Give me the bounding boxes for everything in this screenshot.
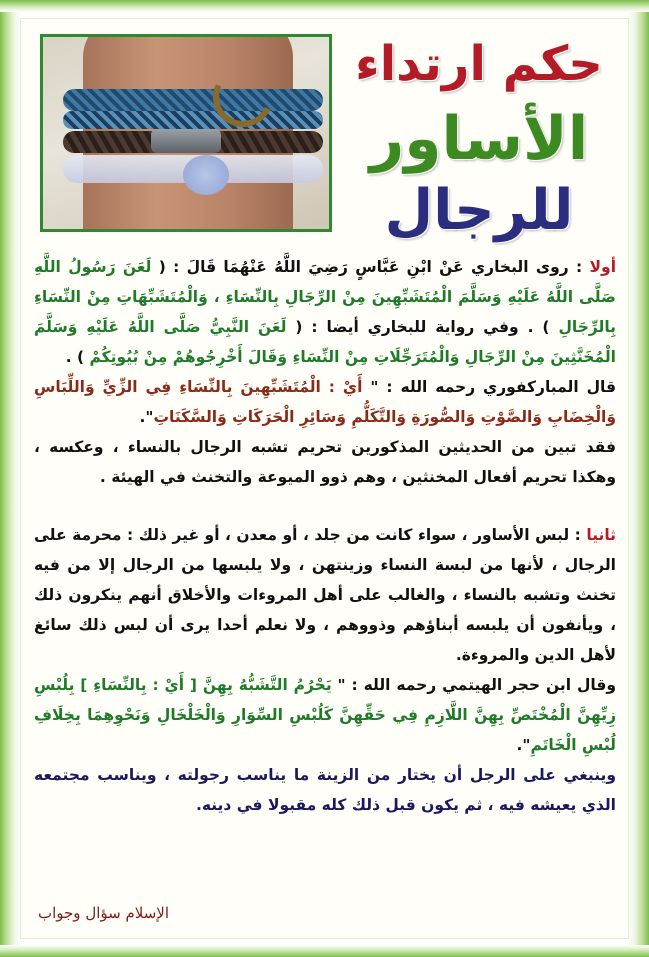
metal-clasp: [151, 129, 221, 153]
p5-end: ".: [516, 736, 531, 754]
p1-intro: : روى البخاري عَنْ ابْنِ عَبَّاسٍ رَضِيَ اللَّهُ عَنْهُمَا قَالَ : (: [151, 258, 590, 276]
paragraph-2: [34, 372, 616, 432]
title-line-1: حكم ارتداء: [355, 36, 603, 92]
label-first: أولا: [589, 258, 617, 276]
frame-bottom-border: [0, 945, 649, 957]
p1-end: ) .: [65, 348, 90, 366]
paragraph-gap: [34, 492, 616, 520]
hadith-2: لَعَنَ النَّبِيُّ صَلَّى اللَّهُ عَلَيْهِ وَسَلَّمَ الْمُخَنَّثِينَ مِنْ الرِّجَالِ وَالْمُتَرَجِّلَاتِ مِنْ النِّسَاءِ وَقَالَ أَخْرِجُوهُمْ مِنْ بُيُوتِكُمْ: [34, 318, 616, 366]
hadith-1: لَعَنَ رَسُولُ اللَّهِ صَلَّى اللَّهُ عَلَيْهِ وَسَلَّمَ الْمُتَشَبِّهِينَ مِنْ الرِّجَالِ بِالنِّسَاءِ ، وَالْمُتَشَبِّهَاتِ مِنْ النِّسَاءِ بِالرِّجَالِ: [34, 258, 616, 336]
paragraph-6: [34, 760, 616, 820]
haytami-quote: يَحْرُمُ التَّشَبُّهُ بِهِنَّ [ أَيْ : بِالنِّسَاءِ ] بِلُبْسِ زِيِّهِنَّ الْمُخْتَصِّ بِهِنَّ اللَّازِمِ فِي حَقِّهِنَّ كَلُبْسِ السِّوَارِ وَالْخَلْخَالِ وَنَحْوِهِمَا بِخِلَافِ لُبْسِ الْخَاتَمِ: [34, 676, 616, 754]
bracelet-rope-2: [63, 111, 323, 129]
paragraph-5: [34, 670, 616, 760]
p1-mid: ) . وفي رواية للبخاري أيضا : (: [286, 318, 559, 336]
silicone-disk: [183, 155, 229, 195]
frame-top-border: [0, 0, 649, 12]
title-line-2: الأساور: [369, 104, 589, 174]
paragraph-3: [34, 432, 616, 492]
p2-end: ".: [139, 408, 154, 426]
label-second: ثانيا: [586, 526, 616, 544]
mubarakfuri-quote: أَيْ : الْمُتَشَبِّهِينَ بِالنِّسَاءِ فِي الزِّيِّ وَاللِّبَاسِ وَالْخِضَابِ وَالصَّوْتِ وَالصُّورَةِ وَالتَّكَلُّمِ وَسَائِرِ الْحَرَكَاتِ وَالسَّكَنَاتِ: [34, 378, 616, 426]
paragraph-4: [34, 520, 616, 670]
p6-text: وينبغي على الرجل أن يختار من الزينة ما يناسب رجولته ، ويناسب مجتمعه الذي يعيشه فيه ، ثم يكون قبل ذلك كله مقبولا في دينه.: [34, 766, 616, 814]
paragraph-1: [34, 252, 616, 372]
p4-text: : لبس الأساور ، سواء كانت من جلد ، أو معدن ، أو غير ذلك : محرمة على الرجال ، لأنها من لبسة النساء وزينتهن ، ولا يلبسها من الرجال إلا من فيه تخنث وتشبه بالنساء ، والغالب على أهل المروءات والأخلاق أنهم ينكرون ذلك ، ويأنفون أن يلبسه أبناؤهم وذووهم ، ولا نعلم أحدا يرى أن لبس ذلك سائغ لأهل الدين والمروءة.: [34, 526, 616, 664]
article-body: [34, 252, 616, 820]
p3-text: فقد تبين من الحديثين المذكورين تحريم تشبه الرجال بالنساء ، وعكسه ، وهكذا تحريم أفعال المخنثين ، وهم ذوو الميوعة والتخنث في الهيئة .: [34, 438, 616, 486]
source-credit: الإسلام سؤال وجواب: [38, 904, 170, 922]
p5-intro: وقال ابن حجر الهيتمي رحمه الله : ": [331, 676, 617, 694]
p2-intro: قال المباركفوري رحمه الله : ": [362, 378, 616, 396]
title-line-3: للرجال: [384, 178, 574, 243]
bracelet-rope-1: [63, 89, 323, 111]
bracelets-photo: [40, 34, 332, 232]
